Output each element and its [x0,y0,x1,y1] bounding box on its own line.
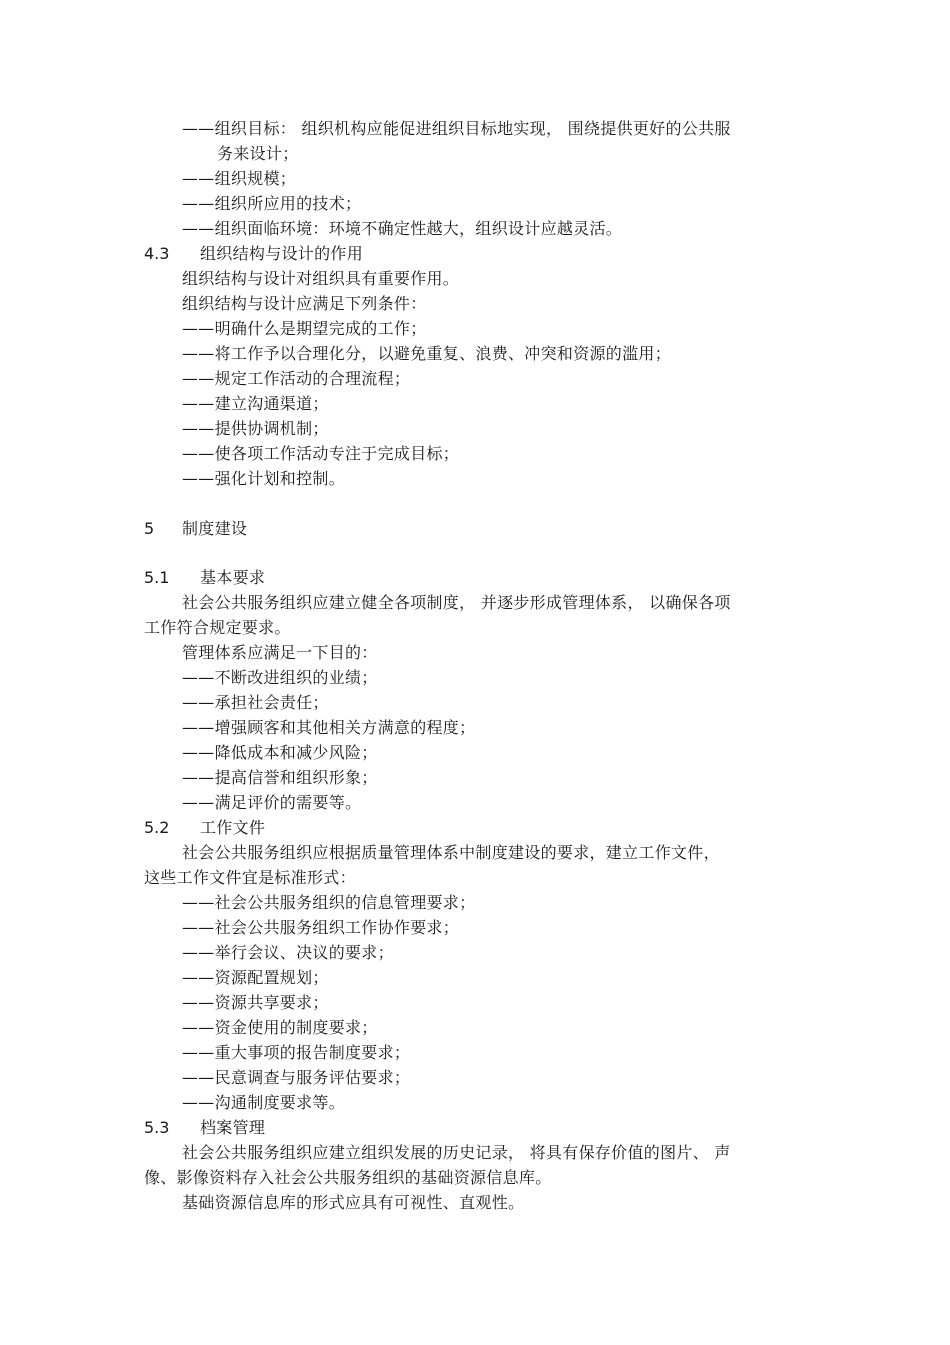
list-item: ——提供协调机制； [182,419,329,438]
chapter-heading: 制度建设 [182,519,248,538]
paragraph: 基础资源信息库的形式应具有可视性、直观性。 [182,1193,525,1212]
list-item: ——资金使用的制度要求； [182,1018,378,1037]
paragraph-continuation: 像、影像资料存入社会公共服务组织的基础资源信息库。 [144,1168,552,1187]
list-item: ——组织目标： 组织机构应能促进组织目标地实现， 围绕提供更好的公共服 [182,119,731,138]
list-item: ——提高信誉和组织形象； [182,768,378,787]
list-item: ——重大事项的报告制度要求； [182,1043,411,1062]
paragraph-continuation: 工作符合规定要求。 [144,618,291,637]
list-item: ——强化计划和控制。 [182,469,346,488]
list-item: ——民意调查与服务评估要求； [182,1068,411,1087]
list-item: ——社会公共服务组织工作协作要求； [182,918,460,937]
paragraph: 社会公共服务组织应建立组织发展的历史记录， 将具有保存价值的图片、 声 [182,1143,731,1162]
section-heading: 工作文件 [200,818,266,837]
paragraph: 管理体系应满足一下目的： [182,643,378,662]
list-item: ——规定工作活动的合理流程； [182,369,411,388]
section-number: 5.1 [144,568,170,587]
list-item: ——组织面临环境：环境不确定性越大，组织设计应越灵活。 [182,219,623,238]
list-item: ——将工作予以合理化分，以避免重复、浪费、冲突和资源的滥用； [182,344,672,363]
section-number: 5.2 [144,818,170,837]
section-number: 4.3 [144,244,170,263]
paragraph-continuation: 这些工作文件宜是标准形式： [144,868,356,887]
paragraph: 组织结构与设计应满足下列条件： [182,294,427,313]
list-item: ——组织所应用的技术； [182,194,362,213]
paragraph: 组织结构与设计对组织具有重要作用。 [182,269,460,288]
list-item: ——承担社会责任； [182,693,329,712]
list-item: ——社会公共服务组织的信息管理要求； [182,893,476,912]
list-item: ——不断改进组织的业绩； [182,668,378,687]
list-item: ——举行会议、决议的要求； [182,943,394,962]
list-item: ——增强顾客和其他相关方满意的程度； [182,718,476,737]
list-item: ——降低成本和减少风险； [182,743,378,762]
list-item: ——满足评价的需要等。 [182,793,362,812]
list-item: ——明确什么是期望完成的工作； [182,319,427,338]
list-item-continuation: 务来设计； [217,144,299,163]
list-item: ——资源配置规划； [182,968,329,987]
list-item: ——使各项工作活动专注于完成目标； [182,444,460,463]
list-item: ——资源共享要求； [182,993,329,1012]
section-heading: 组织结构与设计的作用 [200,244,364,263]
section-heading: 基本要求 [200,568,266,587]
section-number: 5.3 [144,1118,170,1137]
paragraph: 社会公共服务组织应根据质量管理体系中制度建设的要求，建立工作文件， [182,843,720,862]
section-heading: 档案管理 [200,1118,266,1137]
list-item: ——建立沟通渠道； [182,394,329,413]
chapter-number: 5 [144,519,155,538]
list-item: ——组织规模； [182,169,297,188]
list-item: ——沟通制度要求等。 [182,1093,346,1112]
paragraph: 社会公共服务组织应建立健全各项制度， 并逐步形成管理体系， 以确保各项 [182,593,731,612]
